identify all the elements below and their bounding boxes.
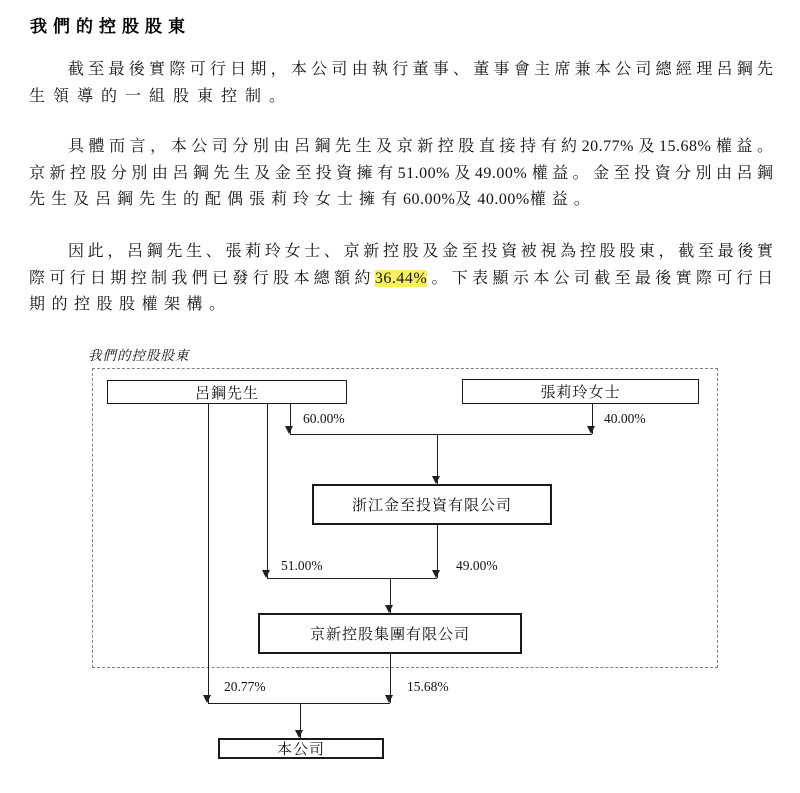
edge-lu-gang-to-jingxin-line	[267, 404, 268, 578]
highlighted-percentage: 36.44%	[374, 269, 428, 287]
edge-jingxin-to-company-line	[390, 654, 391, 703]
ownership-label-51: 51.00%	[281, 558, 323, 573]
node-zhang-liling: 張莉玲女士	[462, 379, 699, 404]
diagram-caption: 我們的控股股東	[88, 348, 190, 363]
text-line: 期的控股股權架構。	[29, 296, 232, 313]
edge-lu-gang-to-jinzhi-line	[290, 404, 291, 434]
ownership-label-40: 40.00%	[604, 411, 646, 426]
ownership-label-2077: 20.77%	[224, 679, 266, 694]
company-drop-arrow	[300, 703, 301, 738]
node-jingxin-holding: 京新控股集團有限公司	[258, 613, 522, 654]
edge-lu-gang-to-company-line	[208, 404, 209, 703]
text-line: 京新控股分別由呂鋼先生及金至投資擁有51.00%及49.00%權益。金至投資分別由呂鋼	[29, 164, 773, 182]
edge-zhang-liling-to-jinzhi-line	[592, 404, 593, 434]
node-lu-gang: 呂鋼先生	[107, 380, 347, 404]
company-merge-bus-line	[208, 703, 390, 704]
text-line: 先生及呂鋼先生的配偶張莉玲女士擁有60.00%及40.00%權益。	[29, 191, 596, 208]
jingxin-merge-bus-line	[267, 578, 437, 579]
jingxin-drop-arrow	[390, 578, 391, 613]
jinzhi-drop-arrow	[437, 434, 438, 484]
text-line: 際可行日期控制我們已發行股本總額約36.44%。下表顯示本公司截至最後實際可行日	[29, 269, 773, 287]
page-title: 我們的控股股東	[30, 17, 191, 36]
edge-jinzhi-to-jingxin-line	[437, 525, 438, 578]
node-the-company: 本公司	[218, 738, 384, 759]
node-jinzhi-investment: 浙江金至投資有限公司	[312, 484, 552, 525]
ownership-label-1568: 15.68%	[407, 679, 449, 694]
text-line: 截至最後實際可行日期，本公司由執行董事、董事會主席兼本公司總經理呂鋼先	[68, 61, 773, 78]
ownership-label-49: 49.00%	[456, 558, 498, 573]
jinzhi-merge-bus-line	[290, 434, 592, 435]
text-line: 具體而言，本公司分別由呂鋼先生及京新控股直接持有約20.77%及15.68%權益。	[68, 138, 773, 155]
text-line: 因此，呂鋼先生、張莉玲女士、京新控股及金至投資被視為控股股東，截至最後實	[68, 243, 773, 260]
ownership-label-60: 60.00%	[303, 411, 345, 426]
text-line: 生領導的一組股東控制。	[29, 87, 294, 105]
